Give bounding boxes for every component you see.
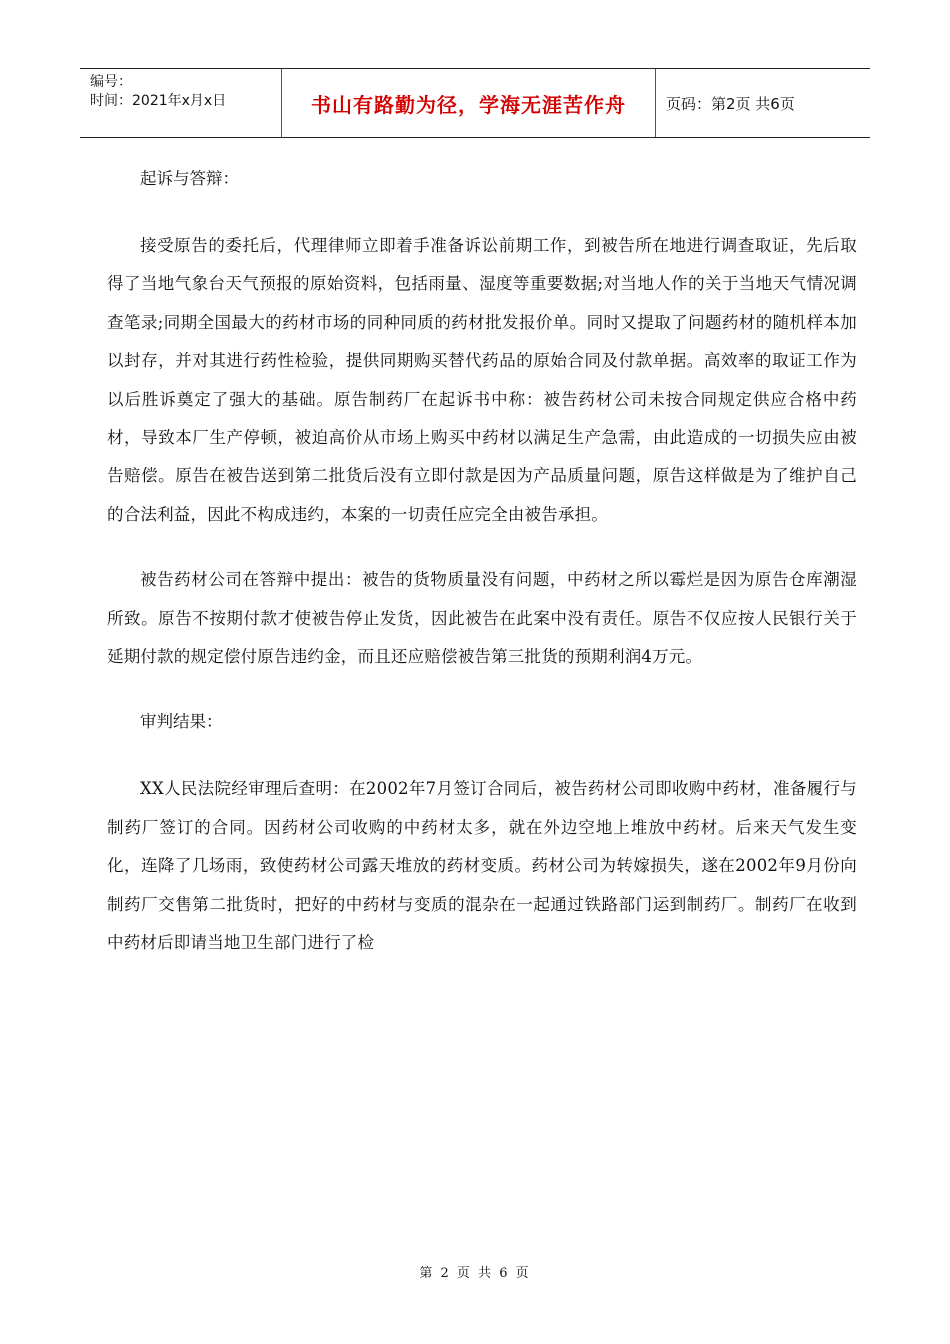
time-label: 时间：2021年x月x日 bbox=[90, 93, 227, 109]
document-body bbox=[107, 160, 857, 990]
section-heading-judgment: 审判结果： bbox=[140, 712, 223, 732]
paragraph-defendant: 被告药材公司在答辩中提出：被告的货物质量没有问题，中药材之所以霉烂是因为原告仓库潮湿所致。原告不按期付款才使被告停止发货，因此被告在此案中没有责任。原告不仅应按人民银行关于延期付款的规定偿付原告违约金，而且还应赔偿被告第三批货的预期利润4万元。 bbox=[107, 570, 857, 667]
header-meta bbox=[80, 69, 282, 137]
document-header bbox=[80, 68, 870, 138]
paragraph-court-findings: XX人民法院经审理后查明：在2002年7月签订合同后，被告药材公司即收购中药材，准备履行与制药厂签订的合同。因药材公司收购的中药材太多，就在外边空地上堆放中药材。后来天气发生变化，连降了几场雨，致使药材公司露天堆放的药材变质。药材公司为转嫁损失，遂在2002年9月份向制药厂交售第二批货时，把好的中药材与变质的混杂在一起通过铁路部门运到制药厂。制药厂在收到中药材后即请当地卫生部门进行了检 bbox=[107, 779, 857, 953]
header-motto: 书山有路勤为径，学海无涯苦作舟 bbox=[282, 69, 656, 137]
header-page-info: 页码：第2页 共6页 bbox=[666, 94, 795, 113]
number-label: 编号： bbox=[90, 74, 132, 90]
section-heading-complaint: 起诉与答辩： bbox=[140, 169, 239, 188]
page-footer: 第 2 页 共 6 页 bbox=[419, 1266, 531, 1281]
paragraph-plaintiff: 接受原告的委托后，代理律师立即着手准备诉讼前期工作，到被告所在地进行调查取证，先后取得了当地气象台天气预报的原始资料，包括雨量、湿度等重要数据;对当地人作的关于当地天气情况调查笔录;同期全国最大的药材市场的同种同质的药材批发报价单。同时又提取了问题药材的随机样本加以封存，并对其进行药性检验，提供同期购买替代药品的原始合同及付款单据。高效率的取证工作为以后胜诉奠定了强大的基础。原告制药厂在起诉书中称：被告药材公司未按合同规定供应合格中药材，导致本厂生产停顿，被迫高价从市场上购买中药材以满足生产急需，由此造成的一切损失应由被告赔偿。原告在被告送到第二批货后没有立即付款是因为产品质量问题，原告这样做是为了维护自己的合法利益，因此不构成违约，本案的一切责任应完全由被告承担。 bbox=[107, 236, 857, 524]
